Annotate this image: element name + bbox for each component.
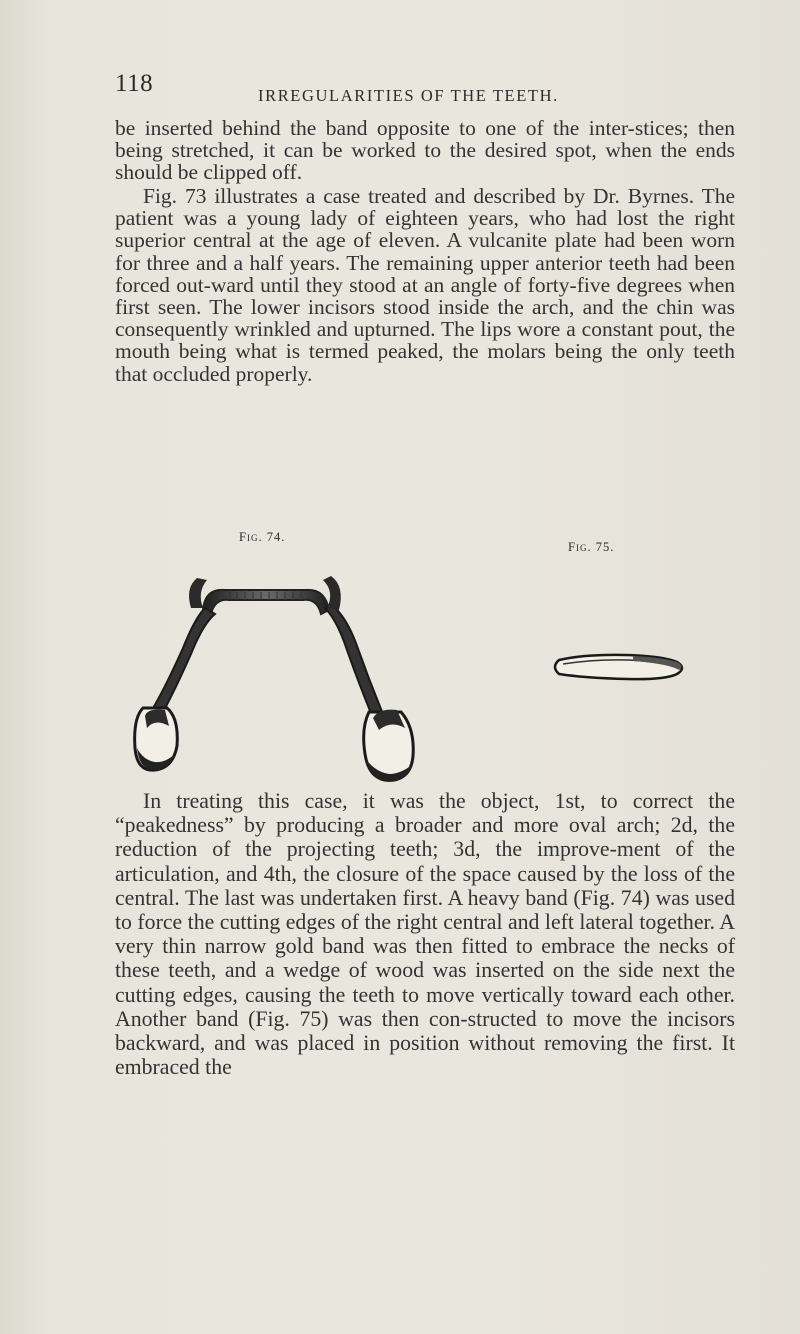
paragraph-continuation: be inserted behind the band opposite to one of the inter-stices; then being stretched, it can be worked to the desired spot, when the ends should be clipped off.	[115, 116, 735, 185]
figures-block	[115, 530, 735, 780]
fig-75-caption: Fig. 75.	[568, 540, 615, 554]
fig-74-caption: Fig. 74.	[239, 530, 286, 544]
fig-74-heavy-band-illustration	[125, 558, 445, 788]
paragraph-treatment: In treating this case, it was the object, 1st, to correct the “peakedness” by producing a broader and more oval arch; 2d, the reduction of the projecting teeth; 3d, the improve-ment of the articulation, and 4th, the closure of the space caused by the loss of the central. The last was undertaken first. A heavy band (Fig. 74) was used to force the cutting edges of the right central and left lateral together. A very thin narrow gold band was then fitted to embrace the necks of these teeth, and a wedge of wood was inserted on the side next the cutting edges, causing the teeth to move vertically toward each other. Another band (Fig. 75) was then con-structed to move the incisors backward, and was placed in position without removing the first. It embraced the	[115, 789, 735, 1080]
page-number: 118	[115, 70, 154, 97]
paragraph-case-description: Fig. 73 illustrates a case treated and described by Dr. Byrnes. The patient was a young lady of eighteen years, who had lost the right superior central at the age of eleven. A vulcanite plate had been worn for three and a half years. The remaining upper anterior teeth had been forced out-ward until they stood at an angle of forty-five degrees when first seen. The lower incisors stood inside the arch, and the chin was consequently wrinkled and upturned. The lips wore a constant pout, the mouth being what is termed peaked, the molars being the only teeth that occluded properly.	[115, 184, 735, 386]
fig-75-band-illustration	[545, 638, 695, 698]
running-head: IRREGULARITIES OF THE TEETH.	[258, 86, 559, 105]
page-header	[115, 70, 735, 110]
